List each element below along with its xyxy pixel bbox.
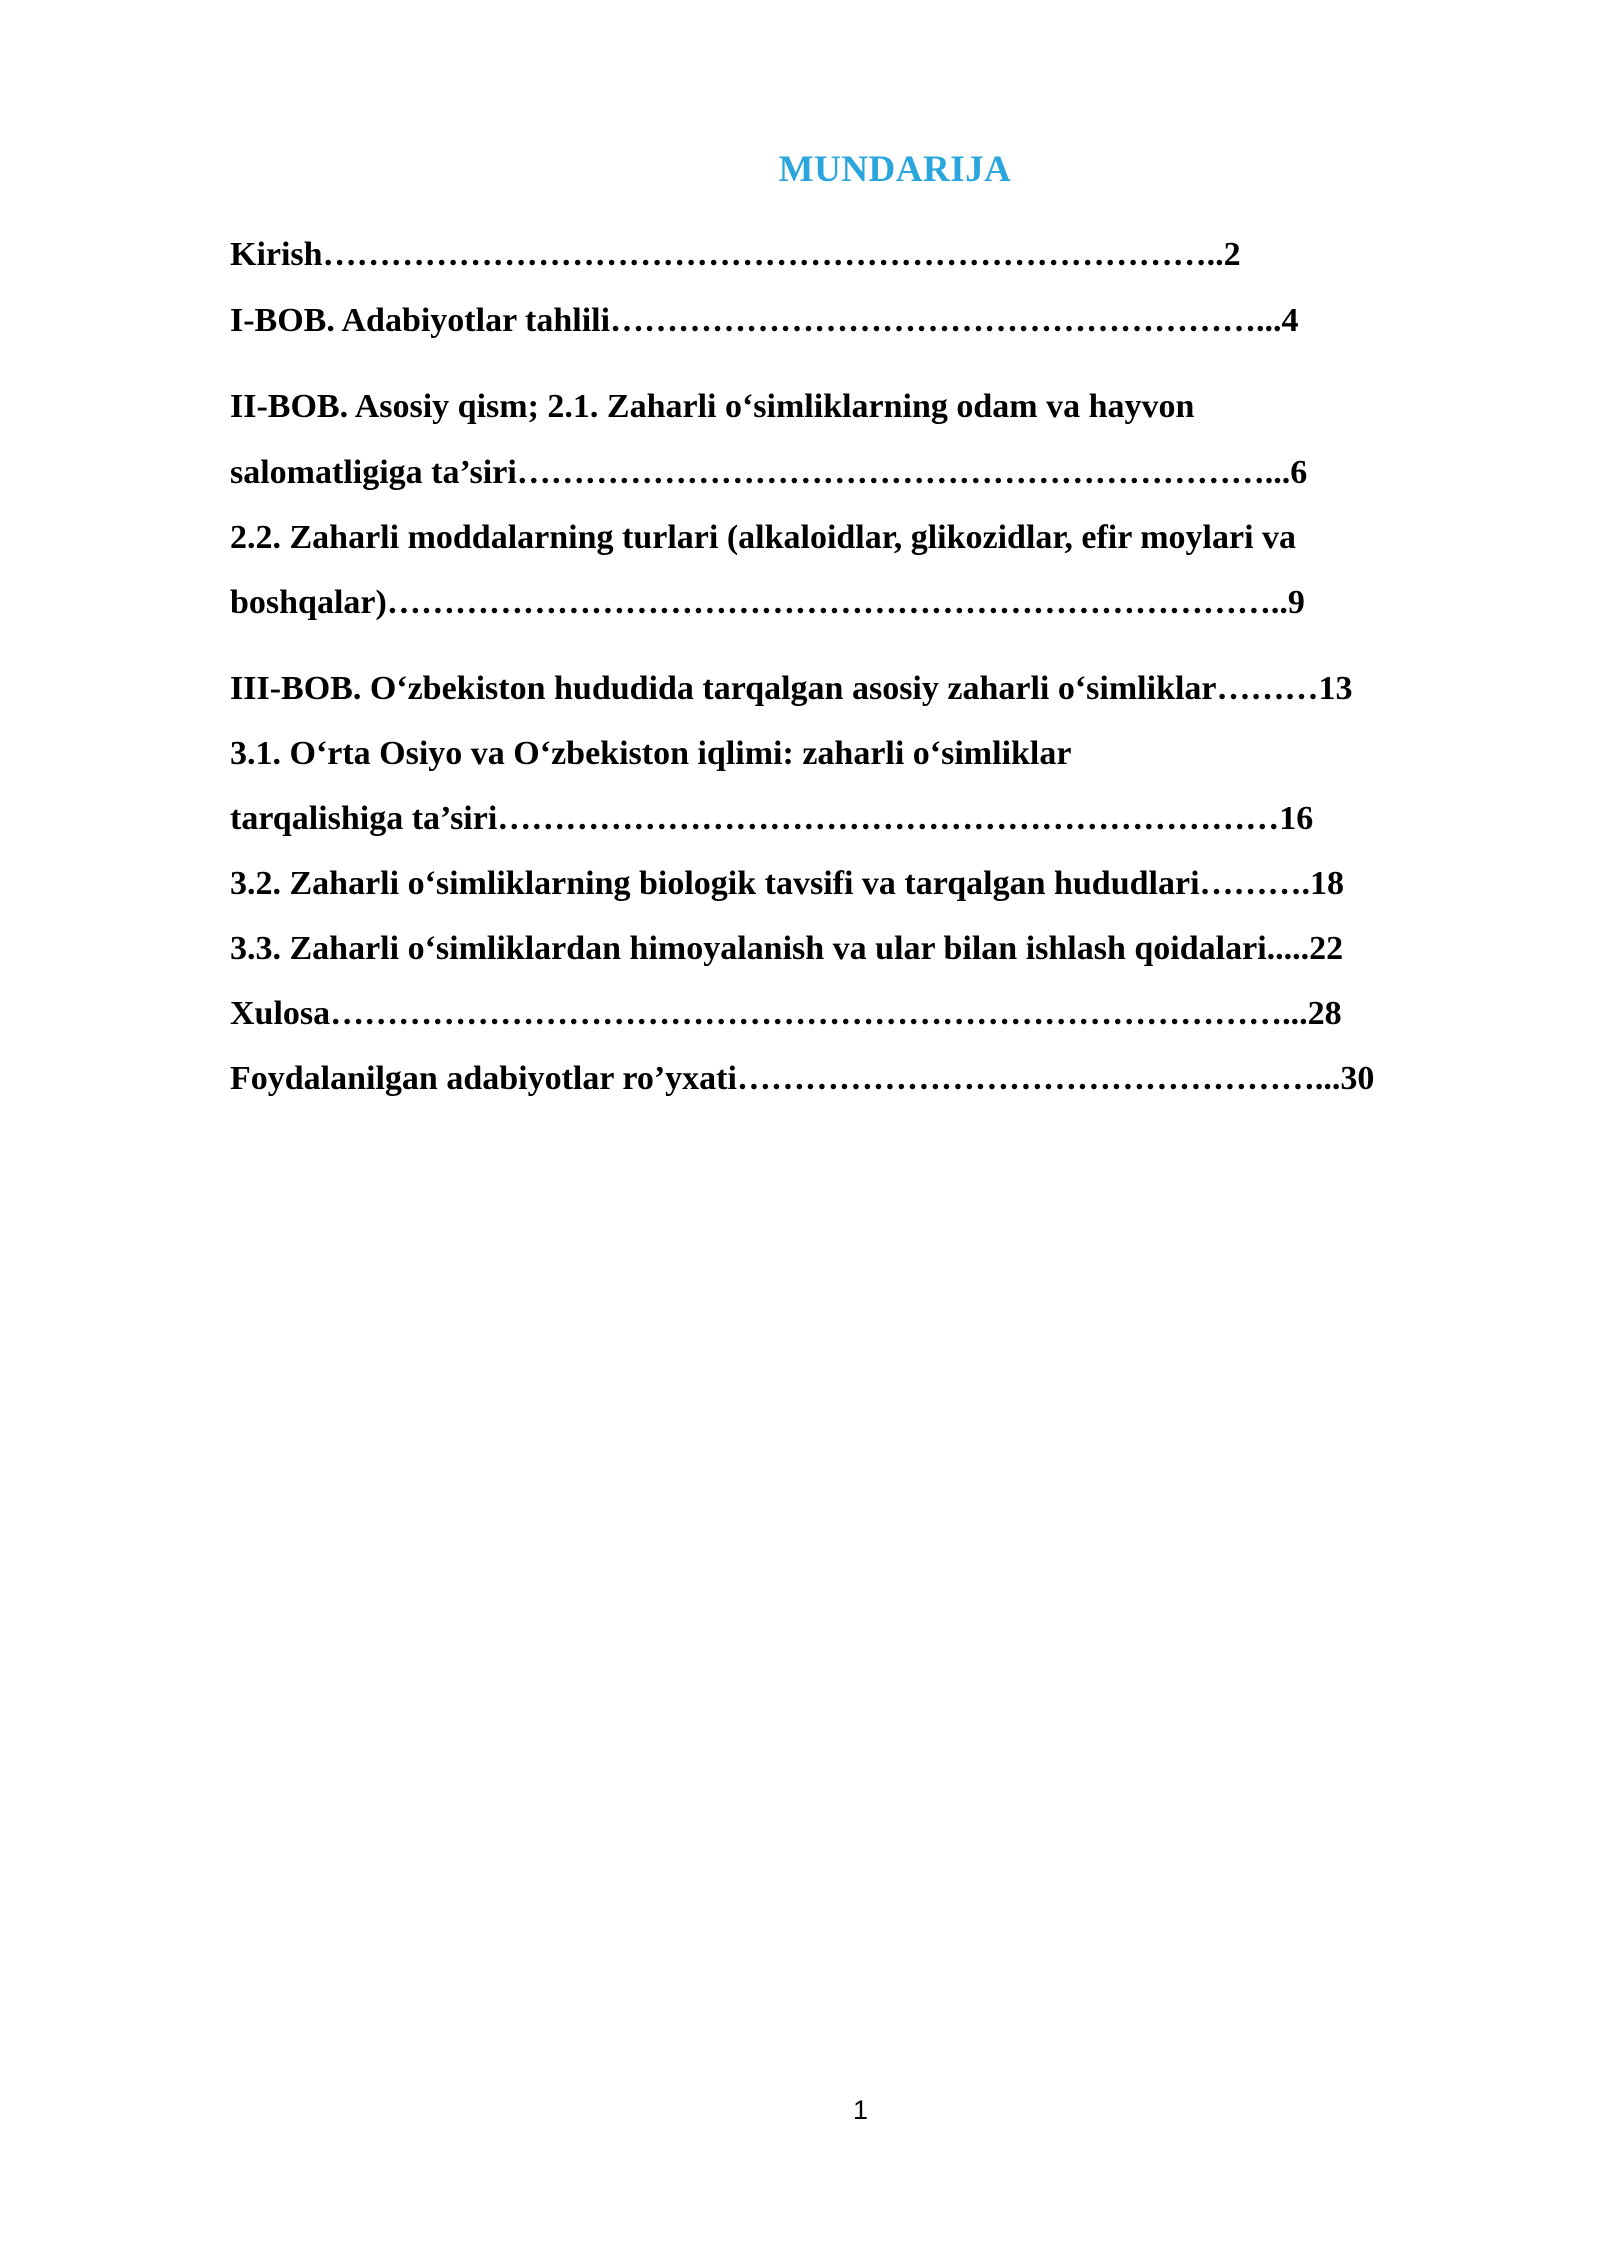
toc-entry-chapter-3: III-BOB. O‘zbekiston hududida tarqalgan asosiy zaharli o‘simliklar………13 xyxy=(230,670,1353,707)
toc-entry-section-3-1: 3.1. O‘rta Osiyo va O‘zbekiston iqlimi: zaharli o‘simliklar xyxy=(230,735,1072,772)
toc-entry-kirish: Kirish……………………………………………………………………..2 xyxy=(230,236,1241,273)
toc-title: MUNDARIJA xyxy=(778,149,1012,190)
toc-entry-chapter-2: II-BOB. Asosiy qism; 2.1. Zaharli o‘simliklarning odam va hayvon xyxy=(230,388,1195,425)
toc-entry-chapter-1: I-BOB. Adabiyotlar tahlili…………………………………………………...4 xyxy=(230,302,1299,339)
toc-entry-xulosa: Xulosa…………………………………………………………………………...28 xyxy=(230,995,1342,1032)
toc-entry-section-3-2: 3.2. Zaharli o‘simliklarning biologik tavsifi va tarqalgan hududlari……….18 xyxy=(230,865,1345,902)
toc-entry-chapter-2-cont: salomatligiga ta’siri…………………………………………………………...6 xyxy=(230,454,1308,491)
toc-entry-section-3-1-cont: tarqalishiga ta’siri……………………………………………………………16 xyxy=(230,800,1314,837)
toc-entry-references: Foydalanilgan adabiyotlar ro’yxati……………………………………………...30 xyxy=(230,1060,1375,1097)
toc-entry-section-3-3: 3.3. Zaharli o‘simliklardan himoyalanish va ular bilan ishlash qoidalari.....22 xyxy=(230,930,1344,967)
page-number: 1 xyxy=(852,2095,869,2125)
toc-entry-section-2-2: 2.2. Zaharli moddalarning turlari (alkaloidlar, glikozidlar, efir moylari va xyxy=(230,519,1297,556)
toc-entry-section-2-2-cont: boshqalar)……………………………………………………………………..9 xyxy=(230,584,1305,621)
